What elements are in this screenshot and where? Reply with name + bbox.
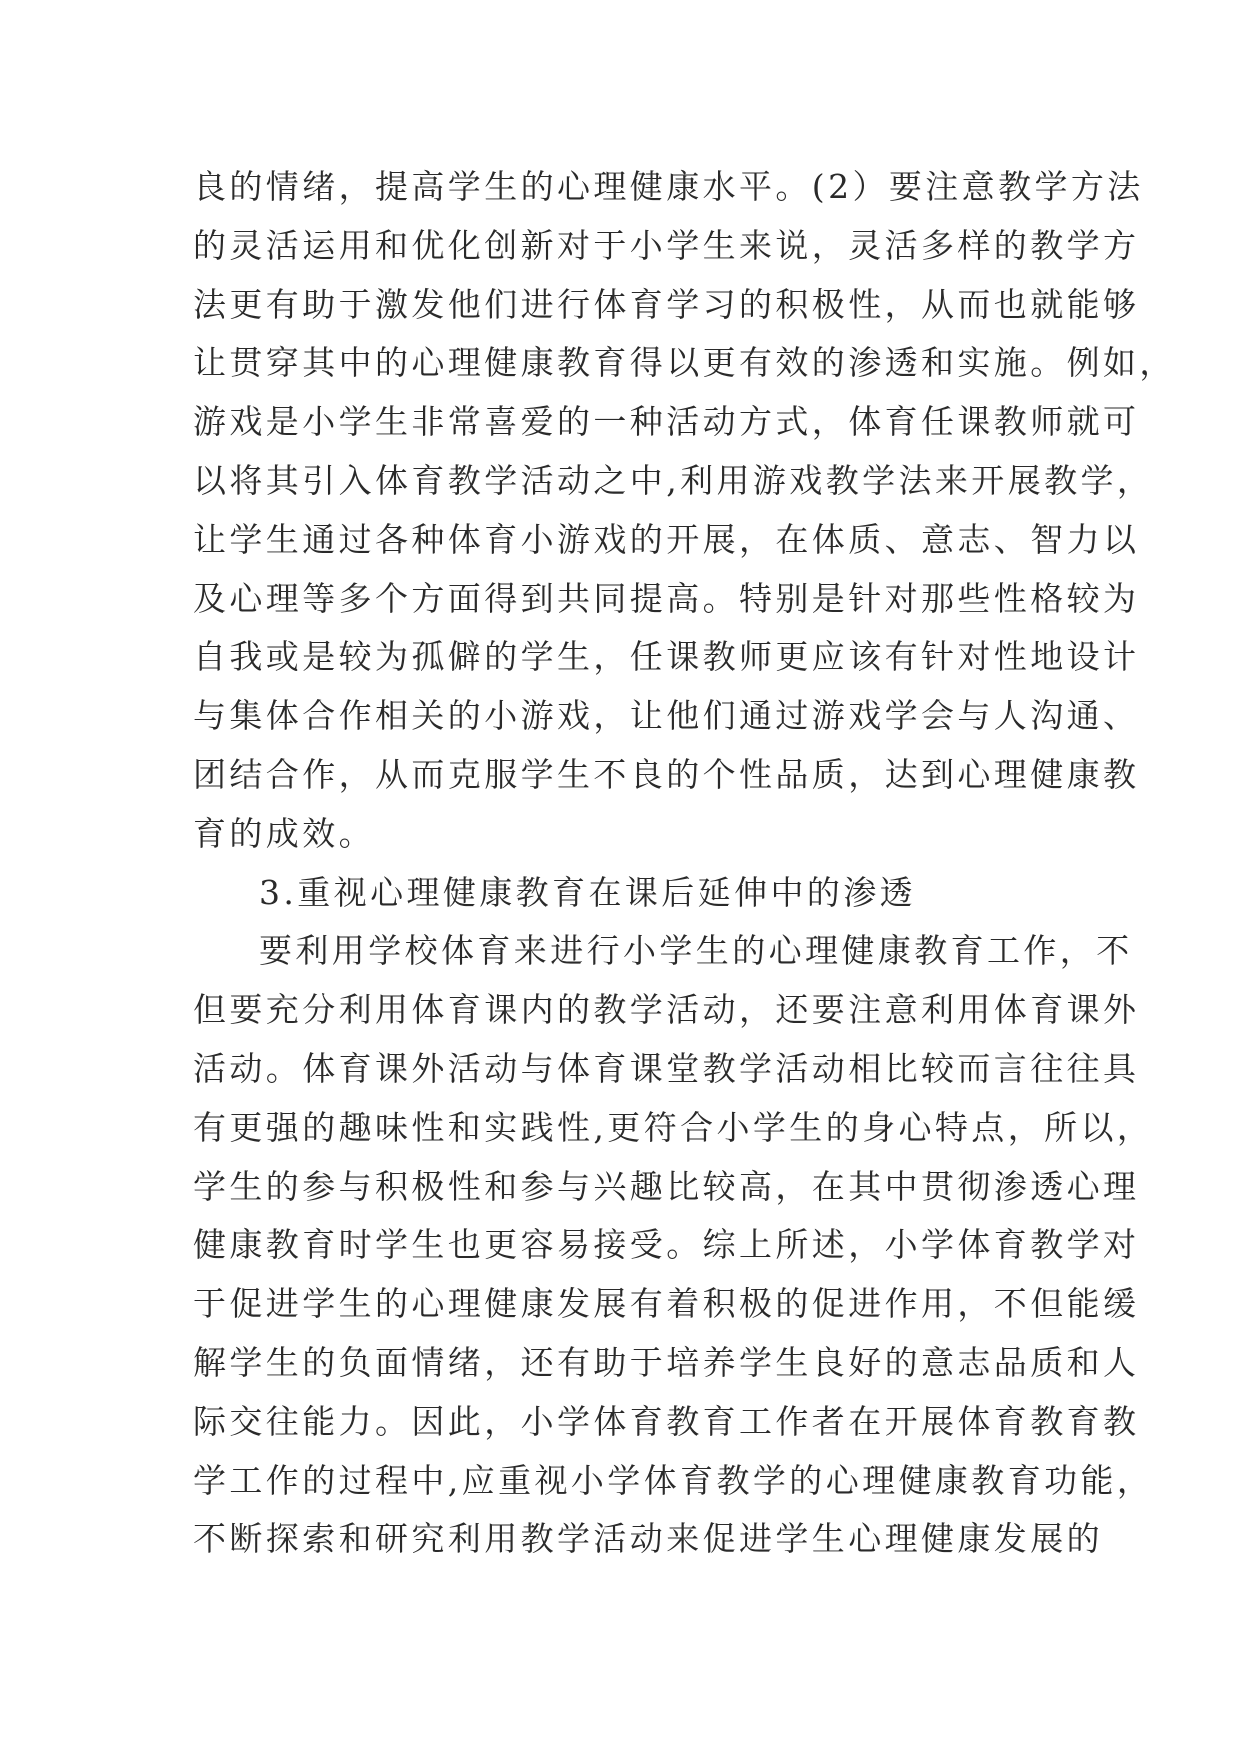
text-line: 学工作的过程中,应重视小学体育教学的心理健康教育功能，: [193, 1460, 1154, 1500]
text-line: 良的情绪，提高学生的心理健康水平。(2）要注意教学方法: [193, 167, 1144, 206]
text-line: 际交往能力。因此，小学体育教育工作者在开展体育教育教: [193, 1401, 1140, 1441]
body-text: [193, 158, 1176, 1569]
text-line: 团结合作，从而克服学生不良的个性品质，达到心理健康教: [193, 754, 1140, 794]
text-line: 让学生通过各种体育小游戏的开展，在体质、意志、智力以: [193, 519, 1140, 559]
text-line: 与集体合作相关的小游戏，让他们通过游戏学会与人沟通、: [193, 696, 1140, 736]
text-line: 于促进学生的心理健康发展有着积极的促进作用，不但能缓: [193, 1284, 1140, 1324]
text-line: 活动。体育课外活动与体育课堂教学活动相比较而言往往具: [193, 1048, 1140, 1088]
text-line: 健康教育时学生也更容易接受。综上所述，小学体育教学对: [193, 1225, 1140, 1265]
text-line: 但要充分利用体育课内的教学活动，还要注意利用体育课外: [193, 990, 1140, 1030]
text-line: 不断探索和研究利用教学活动来促进学生心理健康发展的: [193, 1519, 1103, 1559]
text-line: 的灵活运用和优化创新对于小学生来说，灵活多样的教学方: [193, 225, 1140, 265]
text-line: 自我或是较为孤僻的学生，任课教师更应该有针对性地设计: [193, 637, 1140, 677]
text-line: 解学生的负面情绪，还有助于培养学生良好的意志品质和人: [193, 1342, 1140, 1382]
text-line: 育的成效。: [193, 813, 375, 853]
text-line: 让贯穿其中的心理健康教育得以更有效的渗透和实施。例如，: [193, 343, 1176, 383]
text-line: 法更有助于激发他们进行体育学习的积极性，从而也就能够: [193, 284, 1140, 324]
text-line: 及心理等多个方面得到共同提高。特别是针对那些性格较为: [193, 578, 1140, 618]
text-line: 以将其引入体育教学活动之中,利用游戏教学法来开展教学，: [193, 460, 1154, 500]
text-line: 游戏是小学生非常喜爱的一种活动方式，体育任课教师就可: [193, 402, 1140, 442]
section-heading: 3.重视心理健康教育在课后延伸中的渗透: [259, 872, 917, 912]
text-line: 有更强的趣味性和实践性,更符合小学生的身心特点，所以，: [193, 1107, 1154, 1147]
paragraph-start-line: 要利用学校体育来进行小学生的心理健康教育工作，不: [259, 931, 1133, 971]
text-line: 学生的参与积极性和参与兴趣比较高，在其中贯彻渗透心理: [193, 1166, 1140, 1206]
